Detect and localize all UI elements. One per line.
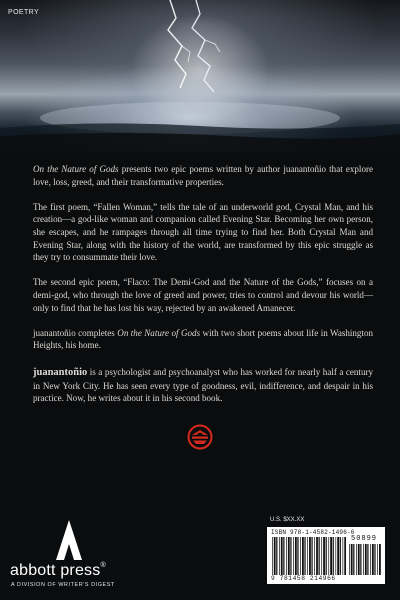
author-bio [33, 366, 373, 405]
publisher-name [10, 562, 106, 580]
p4-end: with two short poems about life in Washington Heights, his home. [33, 327, 374, 351]
lightning-illustration [0, 0, 400, 152]
barcode-digits: 9 781458 214966 [271, 575, 336, 582]
publisher-name-text: abbott press [10, 562, 101, 579]
description-intro-text: presents two epic poems written by author juanantoñio that explore love, loss, greed, and their transformative properties. [33, 164, 373, 187]
p4-title-italic: On the Nature of Gods [117, 327, 201, 338]
barcode-extension-bars [349, 544, 381, 575]
book-title-italic: On the Nature of Gods [33, 164, 119, 174]
genre-label: POETRY [8, 9, 40, 16]
book-description [33, 163, 373, 417]
red-emblem-icon [187, 424, 213, 450]
description-paragraph-1 [33, 163, 373, 188]
barcode-main-bars [272, 537, 346, 575]
isbn-number: ISBN 978-1-4582-1496-6 [271, 529, 355, 536]
mountain-logo-icon [56, 520, 82, 560]
description-paragraph-3: The second epic poem, “Flaco: The Demi-God and the Nature of the Gods,” focuses on a demi-god, who through the love of greed and power, tries to control and devour his world—only to find that he has lost his way, rejected by an awakened Amanecer. [33, 277, 373, 313]
publisher-logo [10, 520, 170, 590]
description-paragraph-4 [33, 327, 373, 352]
p4-start: juanantoñio completes [33, 327, 118, 338]
barcode-extension-number: 50899 [351, 535, 378, 543]
publisher-tagline: A DIVISION OF WRITER'S DIGEST [11, 582, 115, 588]
isbn-barcode [267, 527, 385, 584]
author-bio-text: is a psychologist and psychoanalyst who has worked for nearly half a century in New York City. He has seen every type of goodness, evil, indifference, and despair in his practice. Now, he writes about it in his second book. [33, 366, 373, 404]
registered-mark: ® [100, 562, 106, 569]
price-label: U.S. $XX.XX [270, 517, 305, 523]
description-paragraph-2: The first poem, “Fallen Woman,” tells the tale of an underworld god, Crystal Man, and his creation—a god-like woman and companion called Evening Star. Becoming her own person, she escapes, and he rampages through all time trying to find her. Both Crystal Man and Evening Star, along with the history of the world, are transformed by this epic struggle as they try to consummate their love. [33, 201, 373, 263]
cover-image-stormy-sky [0, 0, 400, 152]
author-name: juanantoñio [33, 366, 88, 378]
